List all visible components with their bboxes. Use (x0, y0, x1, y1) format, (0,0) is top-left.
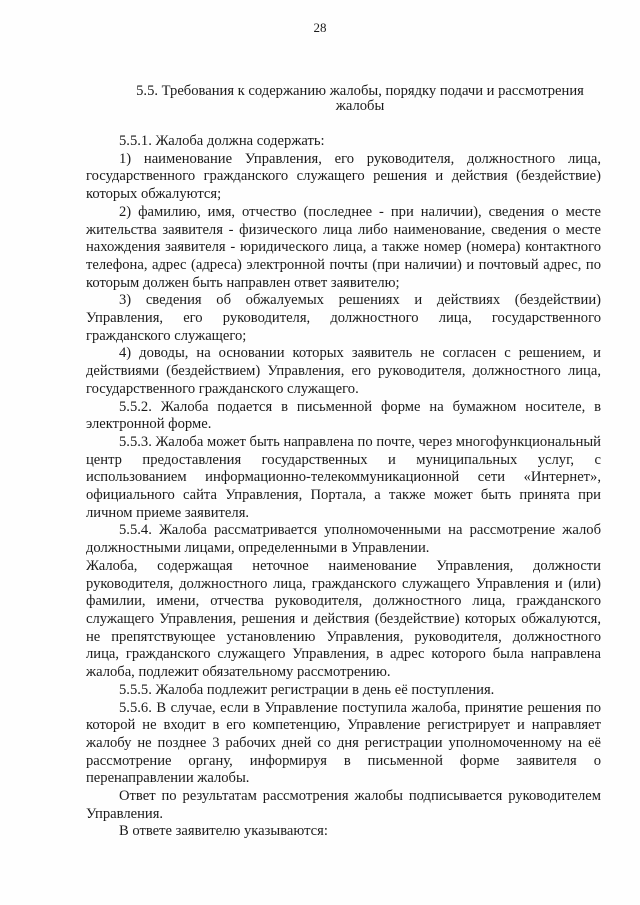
paragraph-5-5-6: 5.5.6. В случае, если в Управление поступила жалоба, принятие решения по которой не входит в его компетенцию, Управление регистрирует и направляет жалобу не позднее 3 рабочих дней со дня регистрации уполномоченному на её рассмотрение органу, информируя в письменной форме заявителя о перенаправлении жалобы. (86, 699, 601, 787)
paragraph-5-5-5: 5.5.5. Жалоба подлежит регистрации в день её поступления. (119, 681, 495, 698)
section-title: 5.5. Требования к содержанию жалобы, порядку подачи и рассмотрения жалобы (136, 83, 584, 114)
paragraph-answer-contents: В ответе заявителю указываются: (119, 823, 328, 840)
document-body (86, 133, 601, 841)
page-number: 28 (313, 20, 327, 35)
list-item-2: 2) фамилию, имя, отчество (последнее - при наличии), сведения о месте жительства заявителя - физического лица либо наименование, сведения о месте нахождения заявителя - юридического лица, а также номер (номера) контактного телефона, адрес (адреса) электронной почты (при наличии) и почтовый адрес, по которым должен быть направлен ответ заявителю; (86, 203, 601, 291)
paragraph-5-5-2: 5.5.2. Жалоба подается в письменной форме на бумажном носителе, в электронной форме. (86, 398, 601, 433)
list-item-4: 4) доводы, на основании которых заявитель не согласен с решением, и действиями (бездействием) Управления, его руководителя, должностного лица, государственного гражданского служащего. (86, 345, 601, 397)
paragraph-5-5-3: 5.5.3. Жалоба может быть направлена по почте, через многофункциональный центр предоставления государственных и муниципальных услуг, с использованием информационно-телекоммуникационной сети «Интернет», официального сайта Управления, Портала, а также может быть принята при личном приеме заявителя. (86, 433, 601, 521)
paragraph-inexact-name: Жалоба, содержащая неточное наименование Управления, должности руководителя, должностного лица, гражданского служащего Управления и (или) фамилии, имени, отчества руководителя, должностного лица, гражданского служащего Управления, решения и действия (бездействие) которых обжалуются, не препятствующее установлению Управления, руководителя, должностного лица, гражданского служащего Управления, в адрес которого была направлена жалоба, подлежит обязательному рассмотрению. (86, 557, 601, 681)
paragraph-answer-signed: Ответ по результатам рассмотрения жалобы подписывается руководителем Управления. (86, 788, 601, 822)
paragraph-5-5-1: 5.5.1. Жалоба должна содержать: (119, 133, 325, 149)
list-item-3: 3) сведения об обжалуемых решениях и действиях (бездействии) Управления, его руководителя, должностного лица, государственного гражданского служащего; (86, 292, 601, 344)
paragraph-5-5-4: 5.5.4. Жалоба рассматривается уполномоченными на рассмотрение жалоб должностными лицами, определенными в Управлении. (86, 522, 601, 557)
list-item-1: 1) наименование Управления, его руководителя, должностного лица, государственного гражданского служащего решения и действия (бездействие) которых обжалуются; (86, 150, 601, 203)
